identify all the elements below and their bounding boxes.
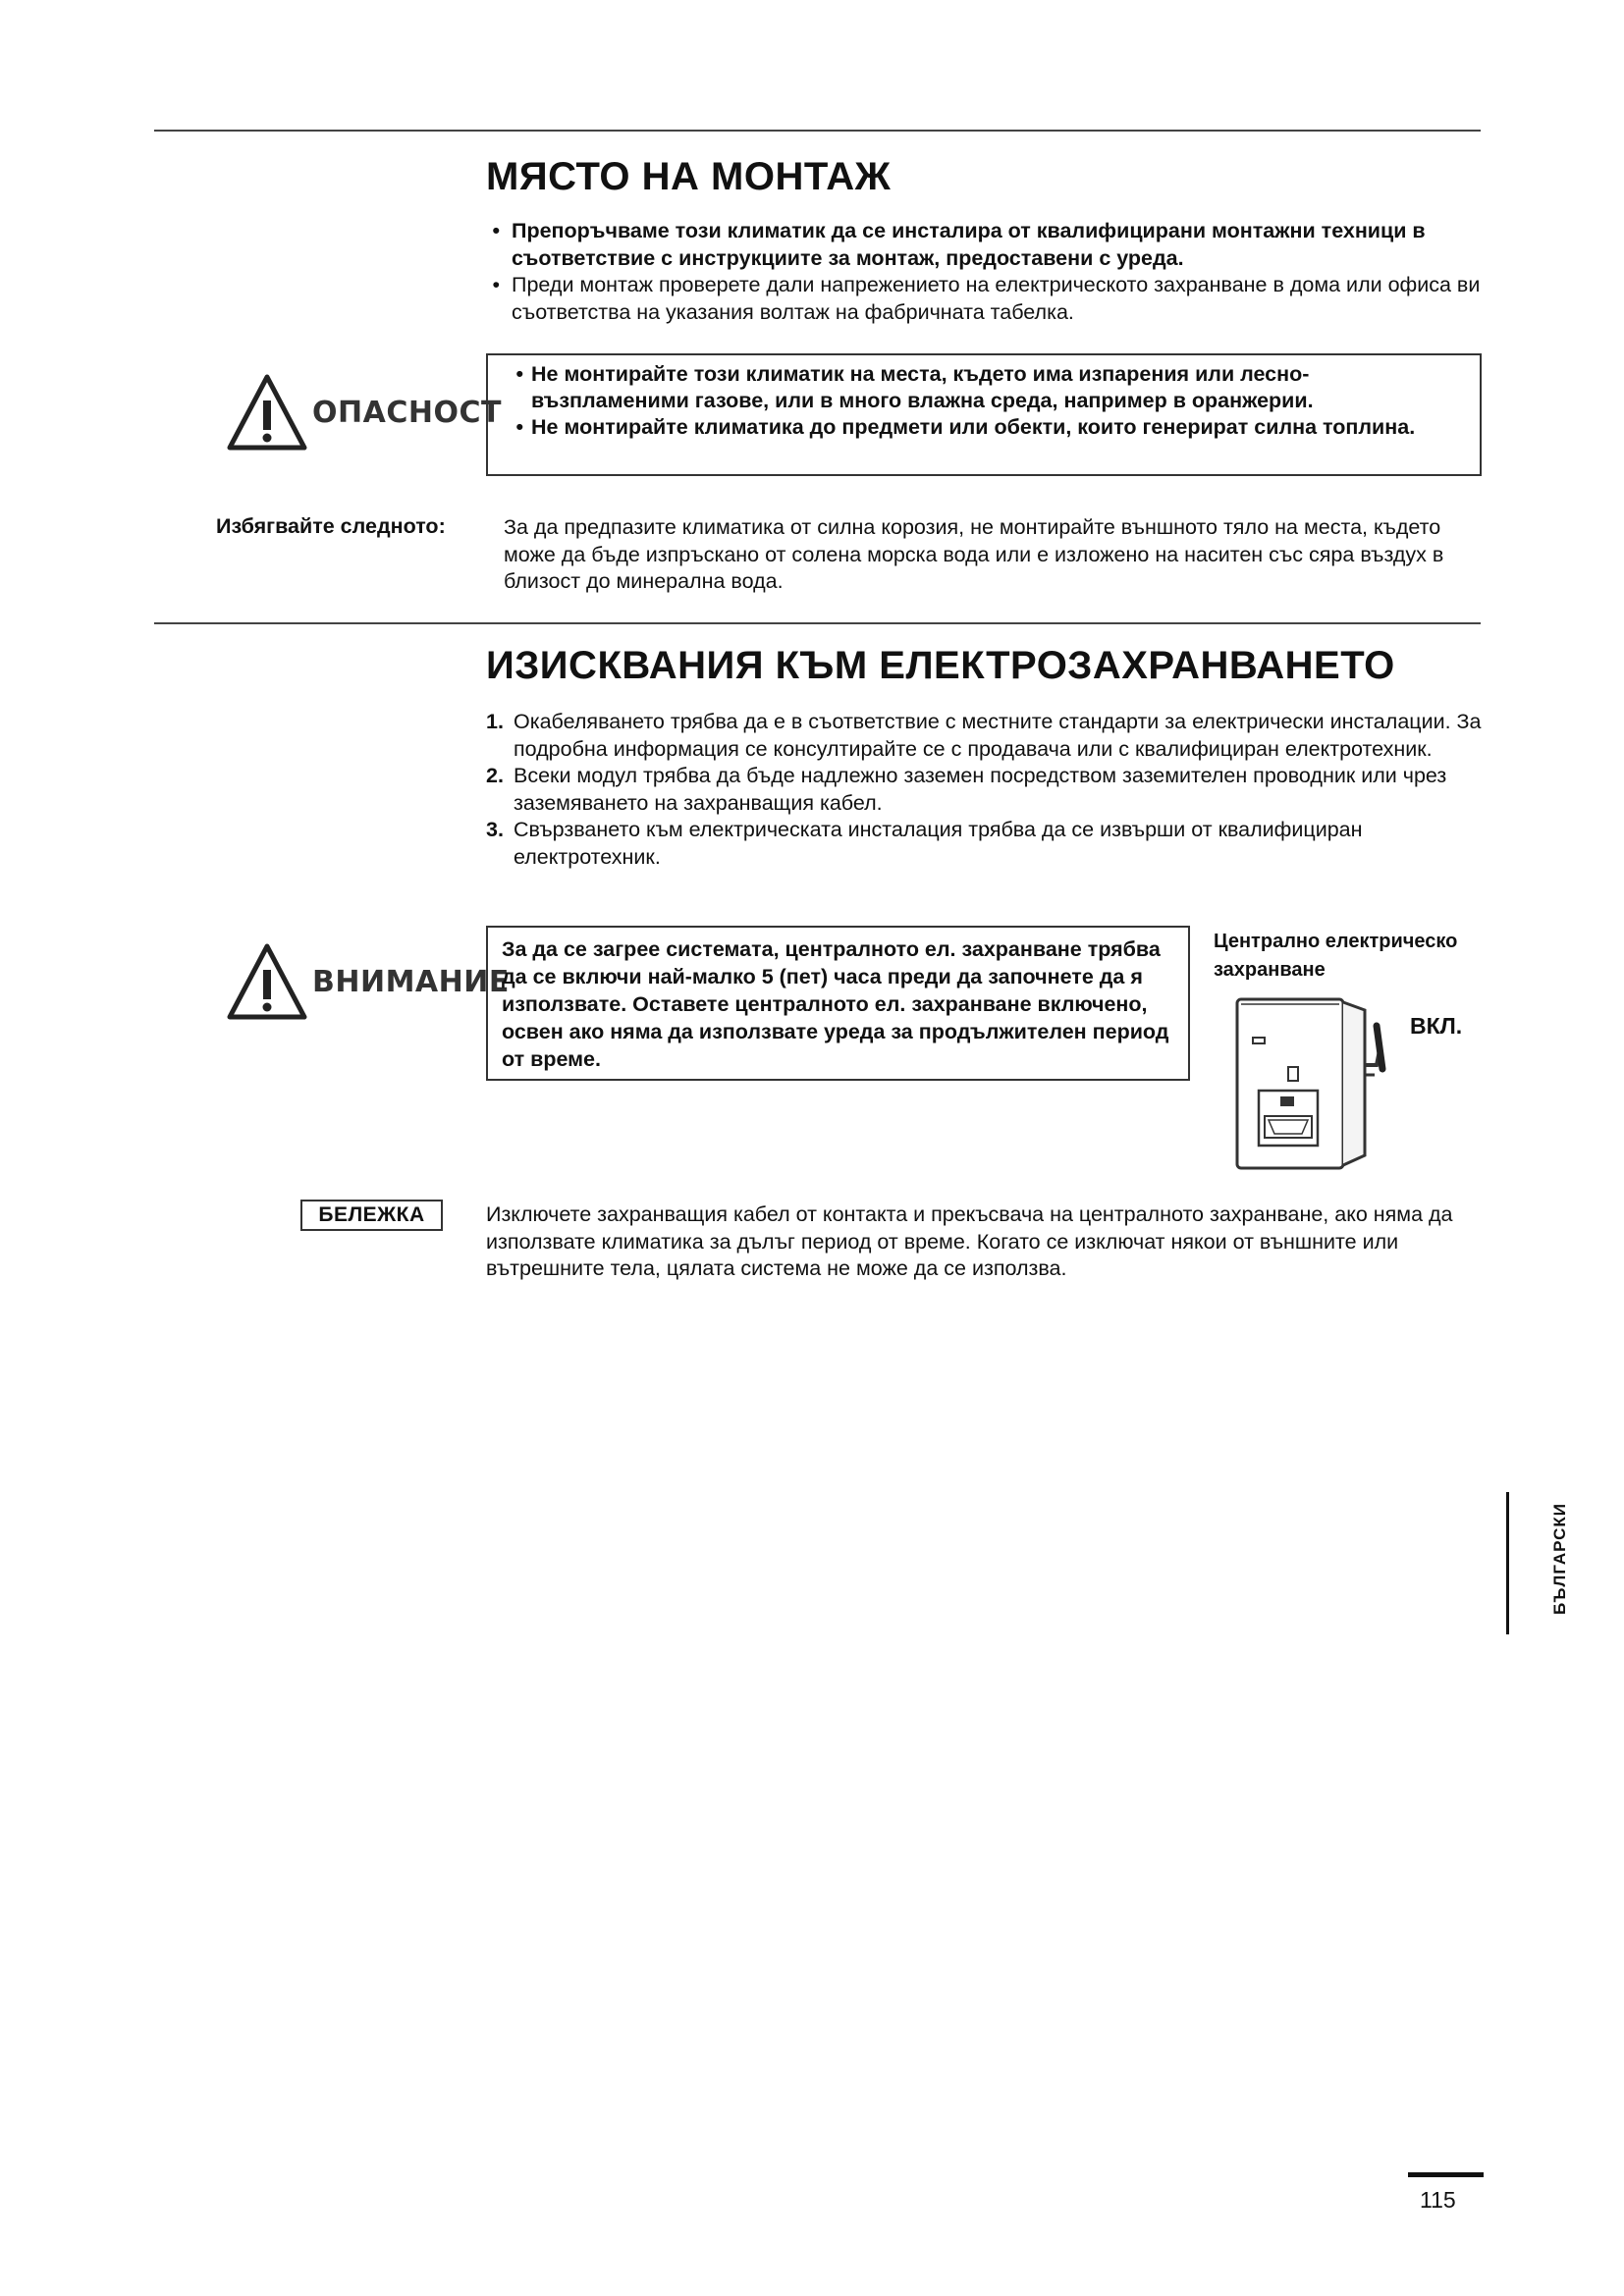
- power-requirements-list: [486, 709, 1492, 871]
- bullet-recommendation: • Препоръчваме този климатик да се инсталира от квалифицирани монтажни техници в съответствие с инструкциите за монтаж, предоставени с уреда.: [492, 219, 1426, 270]
- side-tab-label: БЪЛГАРСКИ: [1550, 1503, 1569, 1615]
- caution-label: ВНИМАНИЕ: [312, 964, 510, 999]
- page-number-bar: [1408, 2172, 1484, 2177]
- section-title-installation-location: МЯСТО НА МОНТАЖ: [486, 155, 892, 198]
- caution-symbol: [226, 940, 510, 1023]
- warning-triangle-icon: [226, 371, 308, 454]
- list-item: 3. Свързването към електрическата инсталация трябва да се извърши от квалифициран електротехник.: [486, 818, 1363, 869]
- danger-label: ОПАСНОСТ: [312, 395, 502, 430]
- top-divider: [154, 130, 1481, 132]
- section-title-power-requirements: ИЗИСКВАНИЯ КЪМ ЕЛЕКТРОЗАХРАНВАНЕТО: [486, 644, 1395, 687]
- danger-item: • Не монтирайте този климатик на места, където има изпарения или лесно-възпламеними газове, или в много влажна среда, например в оранжерии.: [515, 362, 1314, 412]
- middle-divider: [154, 622, 1481, 624]
- danger-item: • Не монтирайте климатика до предмети или обекти, които генерират силна топлина.: [515, 415, 1416, 439]
- language-side-tab: [1506, 1492, 1585, 1634]
- danger-symbol: [226, 371, 502, 454]
- note-tag: БЕЛЕЖКА: [300, 1200, 443, 1231]
- bullet-voltage-check: • Преди монтаж проверете дали напрежението на електрическото захранване в дома или офиса ви съответства на указания волтаж на фабричната табелка.: [492, 273, 1481, 324]
- avoid-text: За да предпазите климатика от силна корозия, не монтирайте външното тяло на места, където може да бъде изпръскано от солена морска вода или е изложено на наситен със сяра въздух в близост до минерална вода.: [504, 515, 1444, 593]
- note-text: Изключете захранващия кабел от контакта и прекъсвача на централното захранване, ако няма да използвате климатика за дълъг период от време. Когато се изключат някои от външните или вътрешните тела, цялата система не може да се използва.: [486, 1202, 1453, 1280]
- list-item: 1. Окабеляването трябва да е в съответствие с местните стандарти за електрически инсталации. За подробна информация се консултирайте се с продавача или с квалифициран електротехник.: [486, 710, 1482, 761]
- danger-box: [486, 353, 1482, 476]
- warning-triangle-icon: [226, 940, 308, 1023]
- avoid-label: Избягвайте следното:: [216, 514, 446, 538]
- installation-intro: [464, 218, 1486, 326]
- caution-box: За да се загрее системата, централното ел. захранване трябва да се включи най-малко 5 (пет) часа преди да започнете да я използвате. Оставете централното ел. захранване включено, освен ако няма да използвате уреда за продължителен период от време.: [486, 926, 1190, 1081]
- side-tab-bar: [1506, 1492, 1509, 1634]
- switch-on-label: ВКЛ.: [1410, 1013, 1463, 1039]
- page-number: 115: [1420, 2187, 1456, 2213]
- figure-caption: Централно електрическо захранване: [1214, 931, 1458, 981]
- list-item: 2. Всеки модул трябва да бъде надлежно заземен посредством заземителен проводник или чрез заземяването на захранващия кабел.: [486, 764, 1447, 815]
- power-switch-illustration: [1227, 996, 1404, 1173]
